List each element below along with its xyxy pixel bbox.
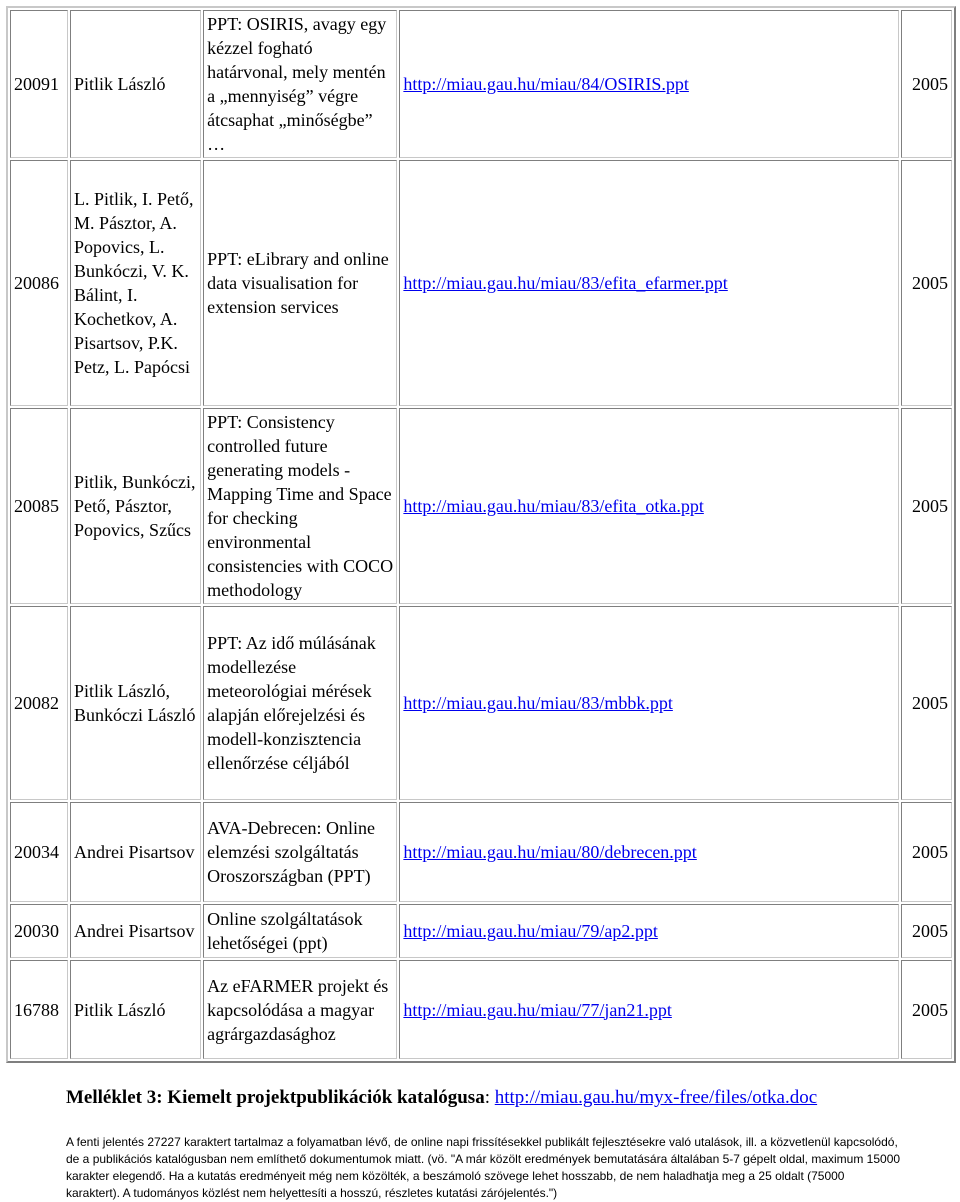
- row-year: 2005: [901, 802, 952, 902]
- row-link-cell: [399, 960, 899, 1059]
- table-row: [10, 960, 952, 1059]
- row-title: PPT: Consistency controlled future generating models - Mapping Time and Space for checking environmental consistencies with COCO methodology: [203, 408, 397, 604]
- row-title: PPT: eLibrary and online data visualisation for extension services: [203, 160, 397, 406]
- row-id: 20082: [10, 606, 68, 800]
- attachment-label: Melléklet 3: Kiemelt projektpublikációk katalógusa: [66, 1087, 485, 1108]
- row-id: 20091: [10, 10, 68, 158]
- row-year: 2005: [901, 10, 952, 158]
- attachment-link[interactable]: http://miau.gau.hu/myx-free/files/otka.doc: [494, 1087, 818, 1108]
- table-row: [10, 606, 952, 800]
- row-link[interactable]: http://miau.gau.hu/miau/83/efita_otka.ppt: [403, 496, 704, 516]
- row-title: Online szolgáltatások lehetőségei (ppt): [203, 904, 397, 958]
- row-link-cell: [399, 802, 899, 902]
- publication-table: [6, 6, 956, 1063]
- row-id: 20034: [10, 802, 68, 902]
- table-row: [10, 160, 952, 406]
- row-link[interactable]: http://miau.gau.hu/miau/83/mbbk.ppt: [403, 693, 673, 713]
- row-id: 20085: [10, 408, 68, 604]
- row-link-cell: [399, 904, 899, 958]
- row-year: 2005: [901, 408, 952, 604]
- row-authors: Pitlik László: [70, 960, 201, 1059]
- row-authors: Pitlik László: [70, 10, 201, 158]
- table-row: [10, 408, 952, 604]
- row-authors: Andrei Pisartsov: [70, 904, 201, 958]
- row-link-cell: [399, 606, 899, 800]
- row-link[interactable]: http://miau.gau.hu/miau/83/efita_efarmer.ppt: [403, 273, 728, 293]
- footnote: A fenti jelentés 27227 karaktert tartalmaz a folyamatban lévő, de online napi frissítésekkel publikált fejlesztésekre való utalások, ill. a közvetlenül kapcsolódó, de a publikációs katalógusban nem említhető dokumentumok miatt. (vö. "A már közölt eredmények bemutatására általában 5-7 gépelt oldal, maximum 15000 karakter elegendő. Ha a kutatás eredményeit még nem közölték, a beszámoló szövege lehet hosszabb, de nem haladhatja meg a 25 oldalt (75000 karaktert). A tudományos közlést nem helyettesíti a hosszú, részletes kutatási zárójelentés."): [66, 1135, 901, 1200]
- row-title: AVA-Debrecen: Online elemzési szolgáltatás Oroszországban (PPT): [203, 802, 397, 902]
- row-authors: Pitlik, Bunkóczi, Pető, Pásztor, Popovics, Szűcs: [70, 408, 201, 604]
- row-link[interactable]: http://miau.gau.hu/miau/80/debrecen.ppt: [403, 842, 697, 862]
- row-link[interactable]: http://miau.gau.hu/miau/84/OSIRIS.ppt: [403, 74, 689, 94]
- row-authors: Pitlik László, Bunkóczi László: [70, 606, 201, 800]
- row-link[interactable]: http://miau.gau.hu/miau/79/ap2.ppt: [403, 921, 658, 941]
- table-row: [10, 10, 952, 158]
- row-authors: L. Pitlik, I. Pető, M. Pásztor, A. Popovics, L. Bunkóczi, V. K. Bálint, I. Kochetkov, A. Pisartsov, P.K. Petz, L. Papócsi: [70, 160, 201, 406]
- row-link-cell: [399, 10, 899, 158]
- row-id: 20086: [10, 160, 68, 406]
- row-authors: Andrei Pisartsov: [70, 802, 201, 902]
- row-title: Az eFARMER projekt és kapcsolódása a magyar agrárgazdasághoz: [203, 960, 397, 1059]
- attachment-separator: :: [484, 1087, 495, 1108]
- row-title: PPT: Az idő múlásának modellezése meteorológiai mérések alapján előrejelzési és modell-konzisztencia ellenőrzése céljából: [203, 606, 397, 800]
- row-year: 2005: [901, 960, 952, 1059]
- row-year: 2005: [901, 904, 952, 958]
- row-link[interactable]: http://miau.gau.hu/miau/77/jan21.ppt: [403, 999, 672, 1020]
- row-title: PPT: OSIRIS, avagy egy kézzel fogható határvonal, mely mentén a „mennyiség” végre átcsaphat „minőségbe” …: [203, 10, 397, 158]
- table-row: [10, 802, 952, 902]
- row-link-cell: [399, 160, 899, 406]
- row-link-cell: [399, 408, 899, 604]
- row-year: 2005: [901, 606, 952, 800]
- attachment-line: [66, 1086, 817, 1110]
- row-year: 2005: [901, 160, 952, 406]
- row-id: 20030: [10, 904, 68, 958]
- row-id: 16788: [10, 960, 68, 1059]
- table-row: [10, 904, 952, 958]
